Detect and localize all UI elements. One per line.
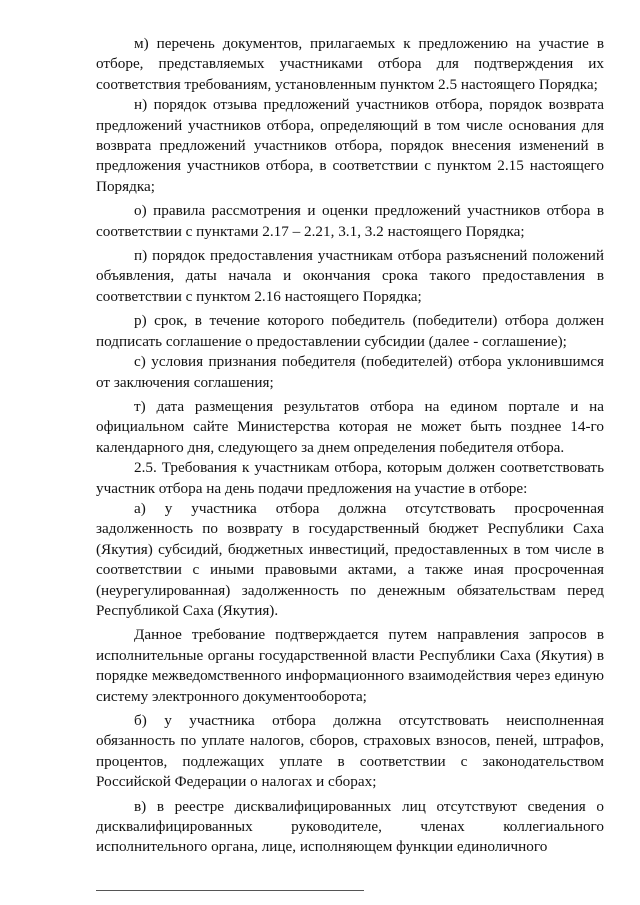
paragraph-s: с) условия признания победителя (победителей) отбора уклонившимся от заключения соглашения; — [96, 353, 604, 391]
paragraph-m: м) перечень документов, прилагаемых к предложению на участие в отборе, представляемых участниками отбора для подтверждения их соответствия требованиям, установленным пунктом 2.5 настоящего Порядка; — [96, 35, 604, 93]
paragraph-o: о) правила рассмотрения и оценки предложений участников отбора в соответствии с пунктами 2.17 – 2.21, 3.1, 3.2 настоящего Порядка; — [96, 202, 604, 240]
paragraph-v: в) в реестре дисквалифицированных лиц отсутствуют сведения о дисквалифицированных руководителе, членах коллегиального исполнительного органа, лице, исполняющем функции единоличного — [96, 797, 604, 856]
paragraph-n: н) порядок отзыва предложений участников отбора, порядок возврата предложений участников отбора, определяющий в том числе основания для возврата предложений участников отбора, порядок внесения изменений в предложения участников отбора, в соответствии с пунктом 2.15 настоящего Порядка; — [96, 96, 604, 195]
footnote-divider — [96, 890, 364, 891]
section-2-5-heading: 2.5. Требования к участникам отбора, которым должен соответствовать участник отбора на день подачи предложения на участие в отборе: — [96, 459, 604, 497]
paragraph-r: р) срок, в течение которого победитель (победители) отбора должен подписать соглашение о предоставлении субсидии (далее - соглашение); — [96, 312, 604, 350]
document-body — [96, 34, 604, 858]
paragraph-p: п) порядок предоставления участникам отбора разъяснений положений объявления, даты начала и окончания срока такого предоставления в соответствии с пунктом 2.16 настоящего Порядка; — [96, 247, 604, 305]
paragraph-b: б) у участника отбора должна отсутствовать неисполненная обязанность по уплате налогов, сборов, страховых взносов, пеней, штрафов, процентов, подлежащих уплате в соответствии с законодательством Российской Федерации о налогах и сборах; — [96, 712, 604, 791]
paragraph-a: а) у участника отбора должна отсутствовать просроченная задолженность по возврату в государственный бюджет Республики Саха (Якутия) субсидий, бюджетных инвестиций, предоставленных в том числе в соответствии с иными правовыми актами, а также иная просроченная (неурегулированная) задолженность по денежным обязательствам перед Республикой Саха (Якутия). — [96, 499, 604, 619]
paragraph-requirement-confirmation: Данное требование подтверждается путем направления запросов в исполнительные органы государственной власти Республики Саха (Якутия) в порядке межведомственного информационного взаимодействия через единую систему электронного документооборота; — [96, 626, 604, 705]
paragraph-t: т) дата размещения результатов отбора на едином портале и на официальном сайте Министерства которая не может быть позднее 14-го календарного дня, следующего за днем определения победителя отбора. — [96, 397, 604, 456]
